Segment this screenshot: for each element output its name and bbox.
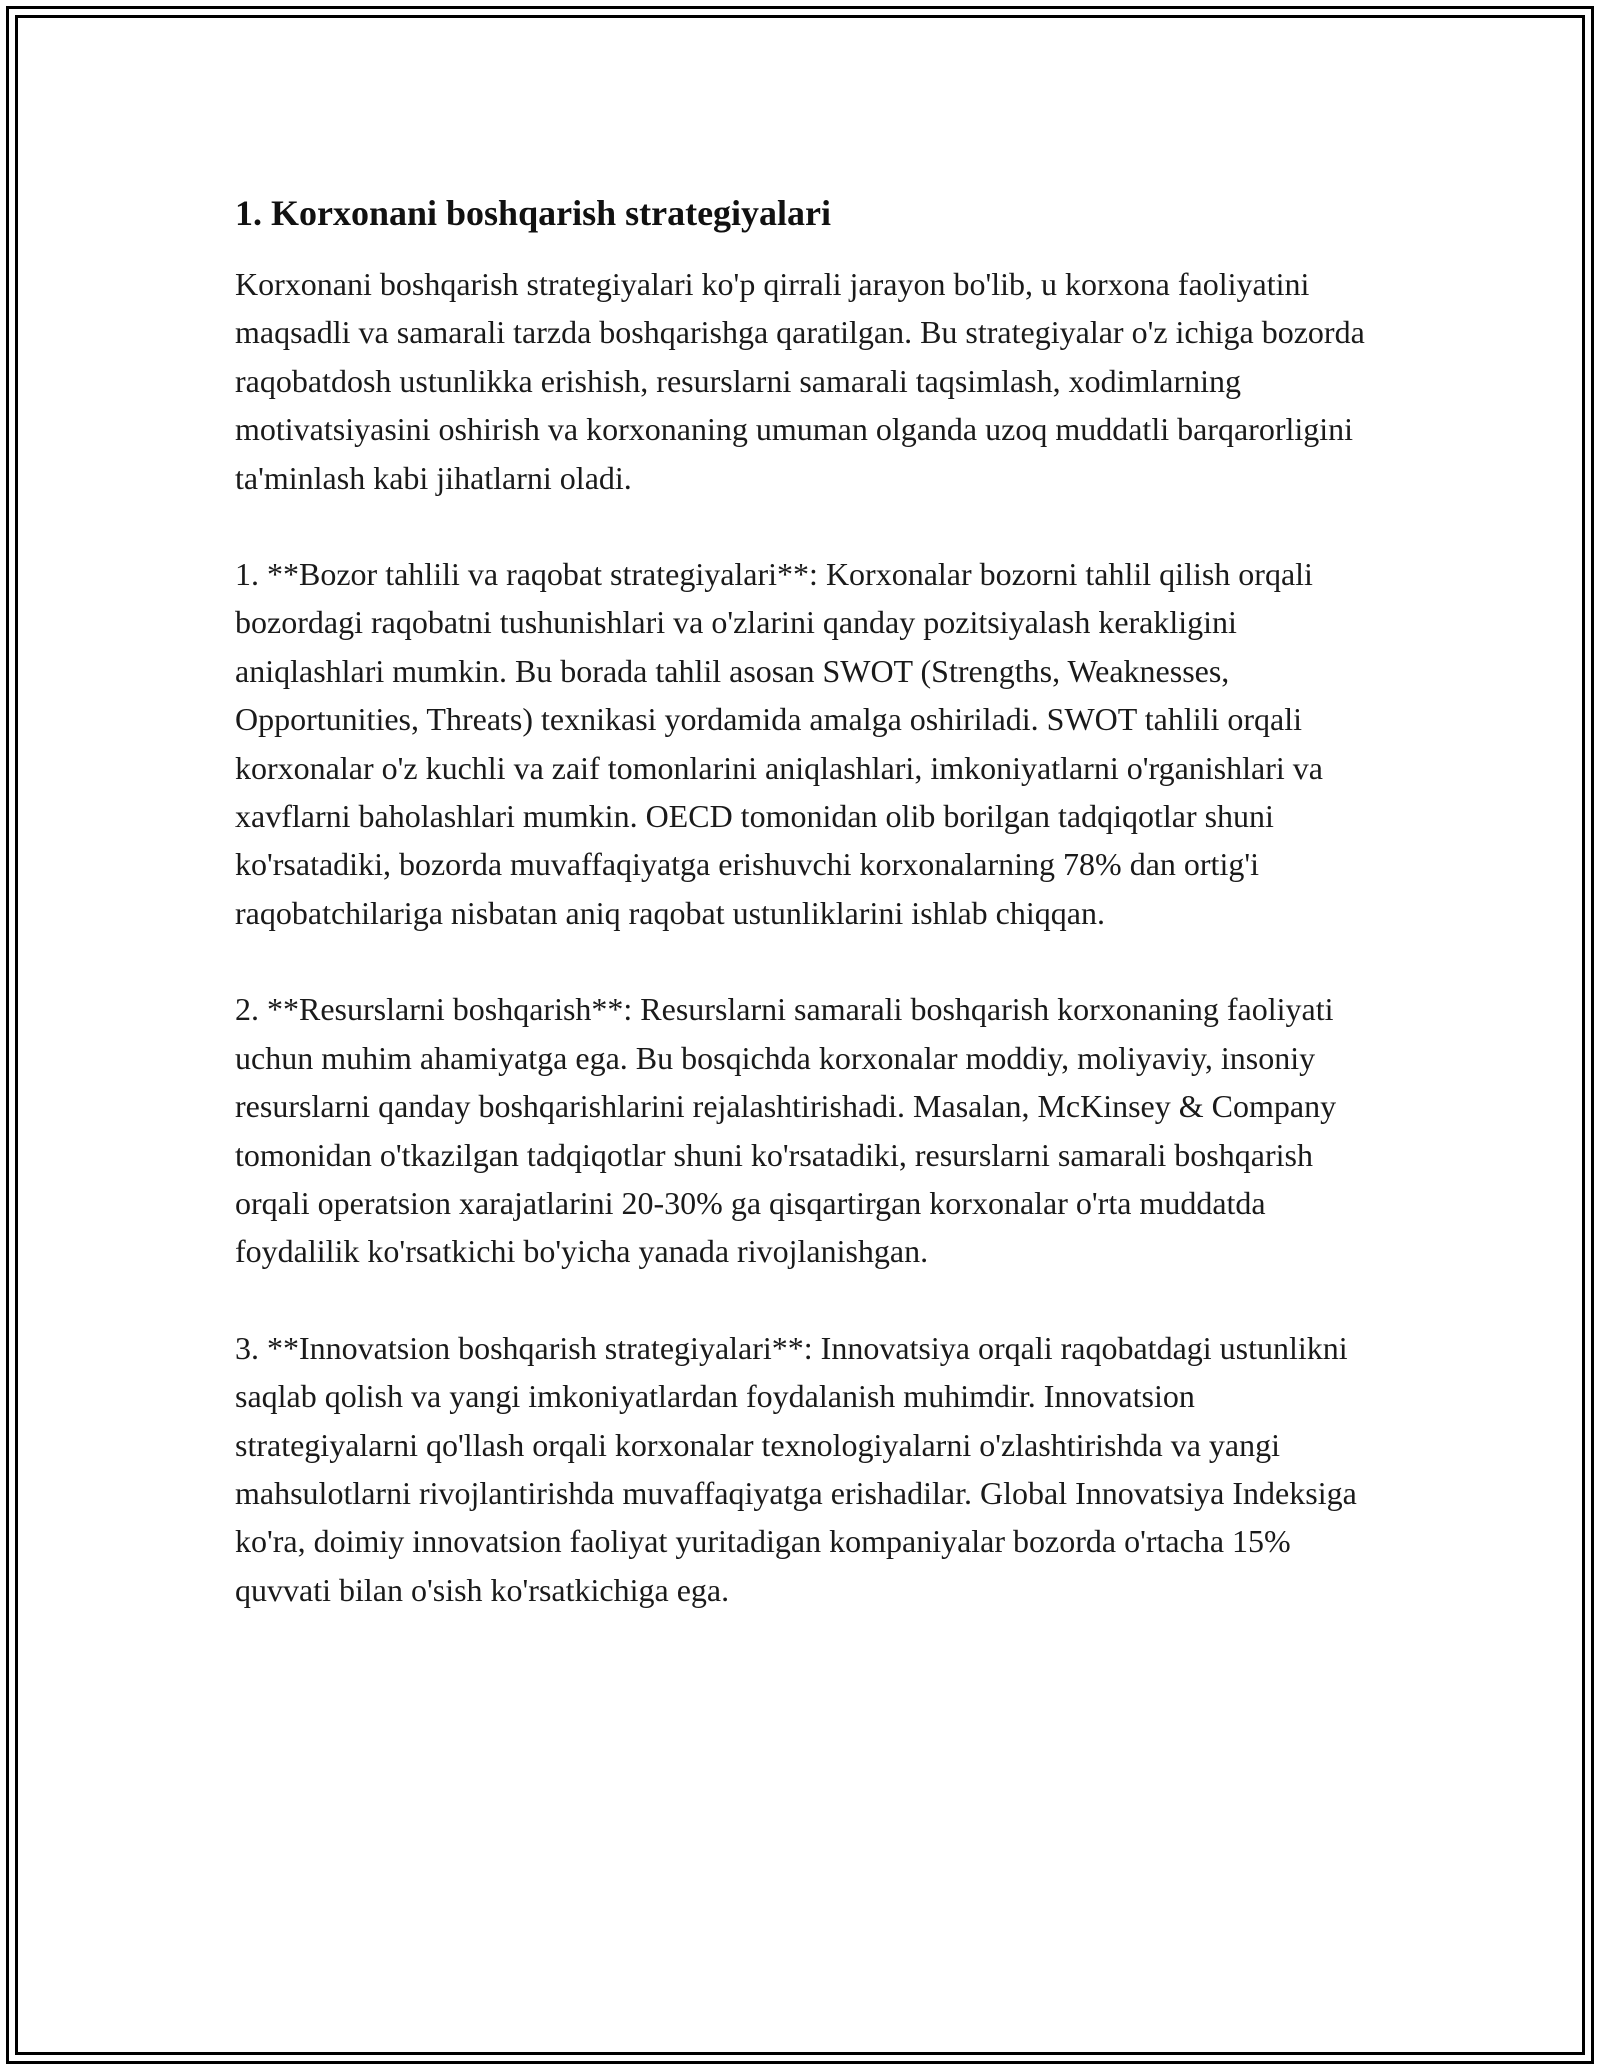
paragraph-market-analysis: 1. **Bozor tahlili va raqobat strategiyalari**: Korxonalar bozorni tahlil qilish orqali bozordagi raqobatni tushunishlari va o'zlarini qanday pozitsiyalash kerakligini aniqlashlari mumkin. Bu borada tahlil asosan SWOT (Strengths, Weaknesses, Opportunities, Threats) texnikasi yordamida amalga oshiriladi. SWOT tahlili orqali korxonalar o'z kuchli va zaif tomonlarini aniqlashlari, imkoniyatlarni o'rganishlari va xavflarni baholashlari mumkin. OECD tomonidan olib borilgan tadqiqotlar shuni ko'rsatadiki, bozorda muvaffaqiyatga erishuvchi korxonalarning 78% dan ortig'i raqobatchilariga nisbatan aniq raqobat ustunliklarini ishlab chiqqan. [235, 556, 1323, 931]
paragraph-resource-management: 2. **Resurslarni boshqarish**: Resurslarni samarali boshqarish korxonaning faoliyati uchun muhim ahamiyatga ega. Bu bosqichda korxonalar moddiy, moliyaviy, insoniy resurslarni qanday boshqarishlarini rejalashtirishadi. Masalan, McKinsey & Company tomonidan o'tkazilgan tadqiqotlar shuni ko'rsatadiki, resurslarni samarali boshqarish orqali operatsion xarajatlarini 20-30% ga qisqartirgan korxonalar o'rta muddatda foydalilik ko'rsatkichi bo'yicha yanada rivojlanishgan. [235, 991, 1337, 1270]
intro-paragraph: Korxonani boshqarish strategiyalari ko'p qirrali jarayon bo'lib, u korxona faoliyatini maqsadli va samarali tarzda boshqarishga qaratilgan. Bu strategiyalar o'z ichiga bozorda raqobatdosh ustunlikka erishish, resurslarni samarali taqsimlash, xodimlarning motivatsiyasini oshirish va korxonaning umuman olganda uzoq muddatli barqarorligini ta'minlash kabi jihatlarni oladi. [235, 266, 1365, 496]
document-body [235, 186, 1385, 1614]
document-title: 1. Korxonani boshqarish strategiyalari [235, 193, 832, 233]
paragraph-innovation-strategies: 3. **Innovatsion boshqarish strategiyalari**: Innovatsiya orqali raqobatdagi ustunlikni saqlab qolish va yangi imkoniyatlardan foydalanish muhimdir. Innovatsion strategiyalarni qo'llash orqali korxonalar texnologiyalarni o'zlashtirishda va yangi mahsulotlarni rivojlantirishda muvaffaqiyatga erishadilar. Global Innovatsiya Indeksiga ko'ra, doimiy innovatsion faoliyat yuritadigan kompaniyalar bozorda o'rtacha 15% quvvati bilan o'sish ko'rsatkichiga ega. [235, 1329, 1357, 1608]
